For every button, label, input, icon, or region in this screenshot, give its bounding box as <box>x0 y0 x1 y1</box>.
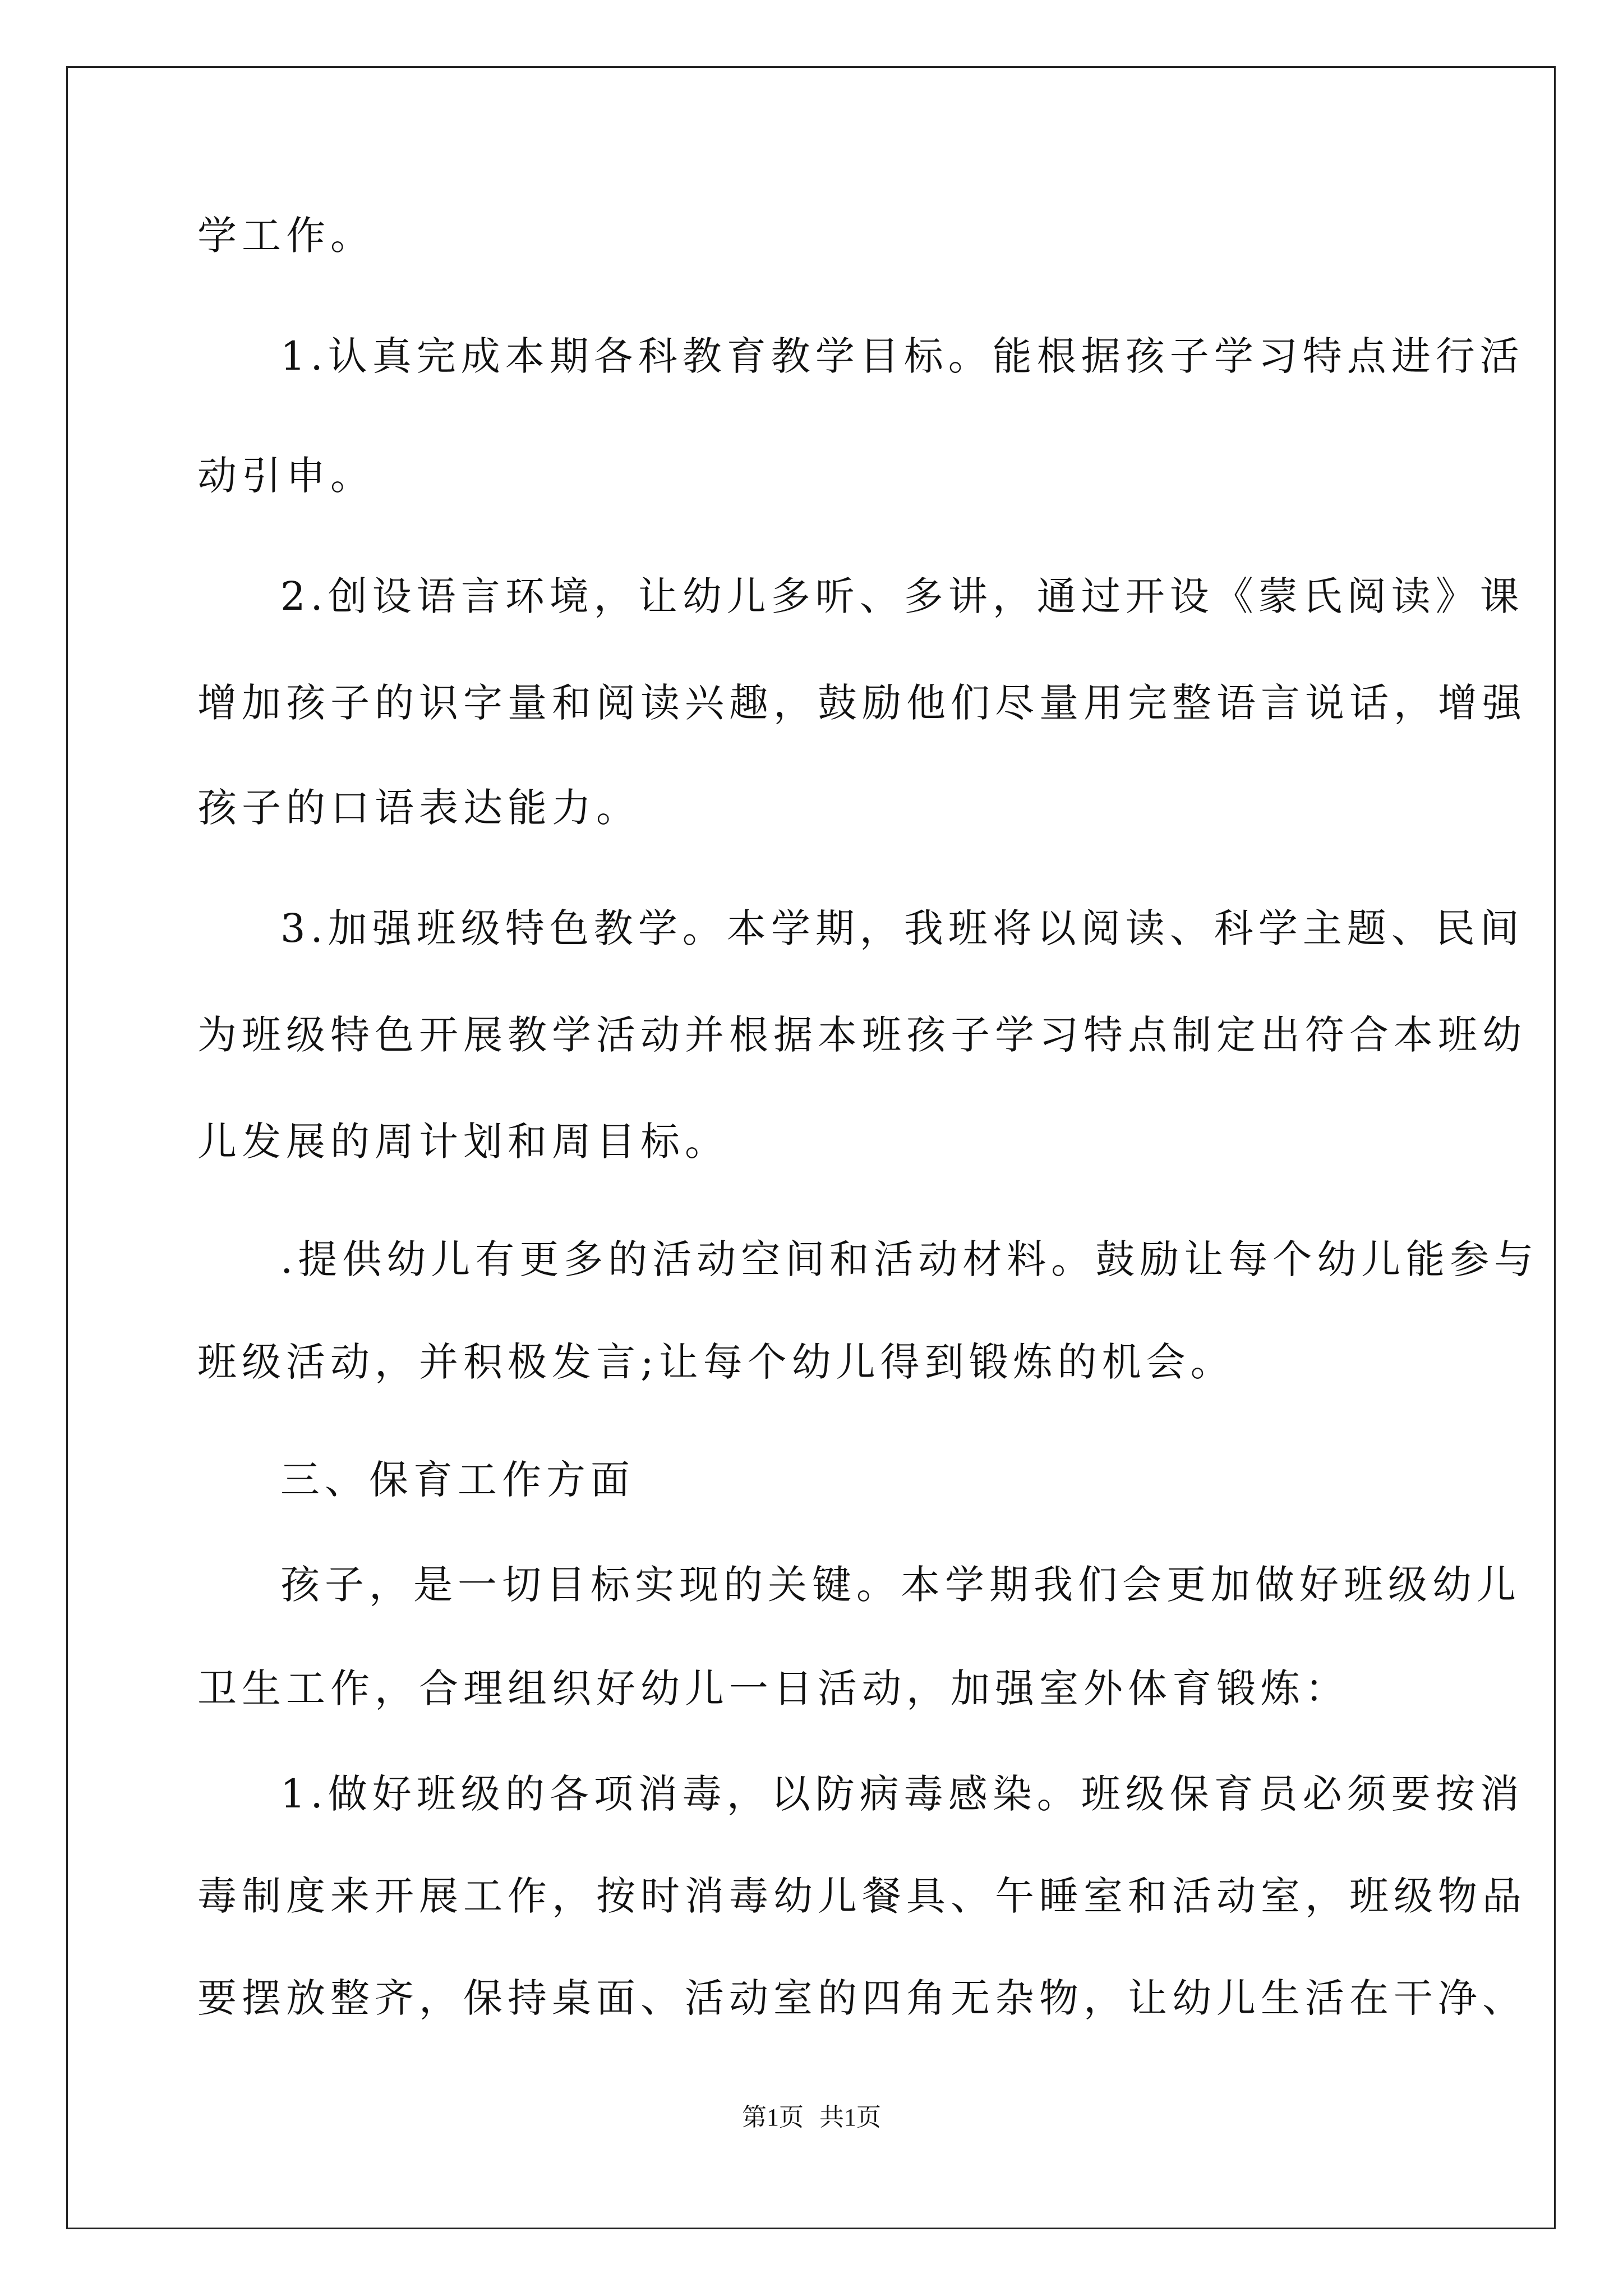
text-line-16: 毒制度来开展工作，按时消毒幼儿餐具、午睡室和活动室，班级物品 <box>197 1873 1527 1919</box>
page-total: 共1页 <box>819 2104 881 2131</box>
text-line-7: 3.加强班级特色教学。本学期，我班将以阅读、科学主题、民间 <box>280 905 1524 951</box>
text-line-15: 1.做好班级的各项消毒，以防病毒感染。班级保育员必须要按消 <box>280 1771 1524 1817</box>
text-line-14: 卫生工作，合理组织好幼儿一日活动，加强室外体育锻炼： <box>197 1665 1349 1711</box>
text-line-5: 增加孩子的识字量和阅读兴趣，鼓励他们尽量用完整语言说话，增强 <box>197 680 1527 726</box>
text-line-3: 动引申。 <box>197 453 375 499</box>
text-line-4: 2.创设语言环境，让幼儿多听、多讲，通过开设《蒙氏阅读》课 <box>280 573 1524 619</box>
text-line-9: 儿发展的周计划和周目标。 <box>197 1119 729 1165</box>
page-number: 第1页 <box>742 2104 804 2131</box>
text-line-6: 孩子的口语表达能力。 <box>197 785 640 831</box>
text-line-8: 为班级特色开展教学活动并根据本班孩子学习特点制定出符合本班幼 <box>197 1012 1527 1058</box>
page-footer <box>0 2101 1623 2134</box>
text-line-13: 孩子，是一切目标实现的关键。本学期我们会更加做好班级幼儿 <box>280 1562 1521 1608</box>
text-line-11: 班级活动，并积极发言;让每个幼儿得到锻炼的机会。 <box>197 1339 1235 1385</box>
text-line-1: 学工作。 <box>197 213 375 259</box>
text-line-17: 要摆放整齐，保持桌面、活动室的四角无杂物，让幼儿生活在干净、 <box>197 1975 1527 2021</box>
text-line-2: 1.认真完成本期各科教育教学目标。能根据孩子学习特点进行活 <box>280 333 1524 379</box>
text-line-12: 三、保育工作方面 <box>280 1457 635 1503</box>
text-line-10: .提供幼儿有更多的活动空间和活动材料。鼓励让每个幼儿能参与 <box>280 1236 1539 1282</box>
